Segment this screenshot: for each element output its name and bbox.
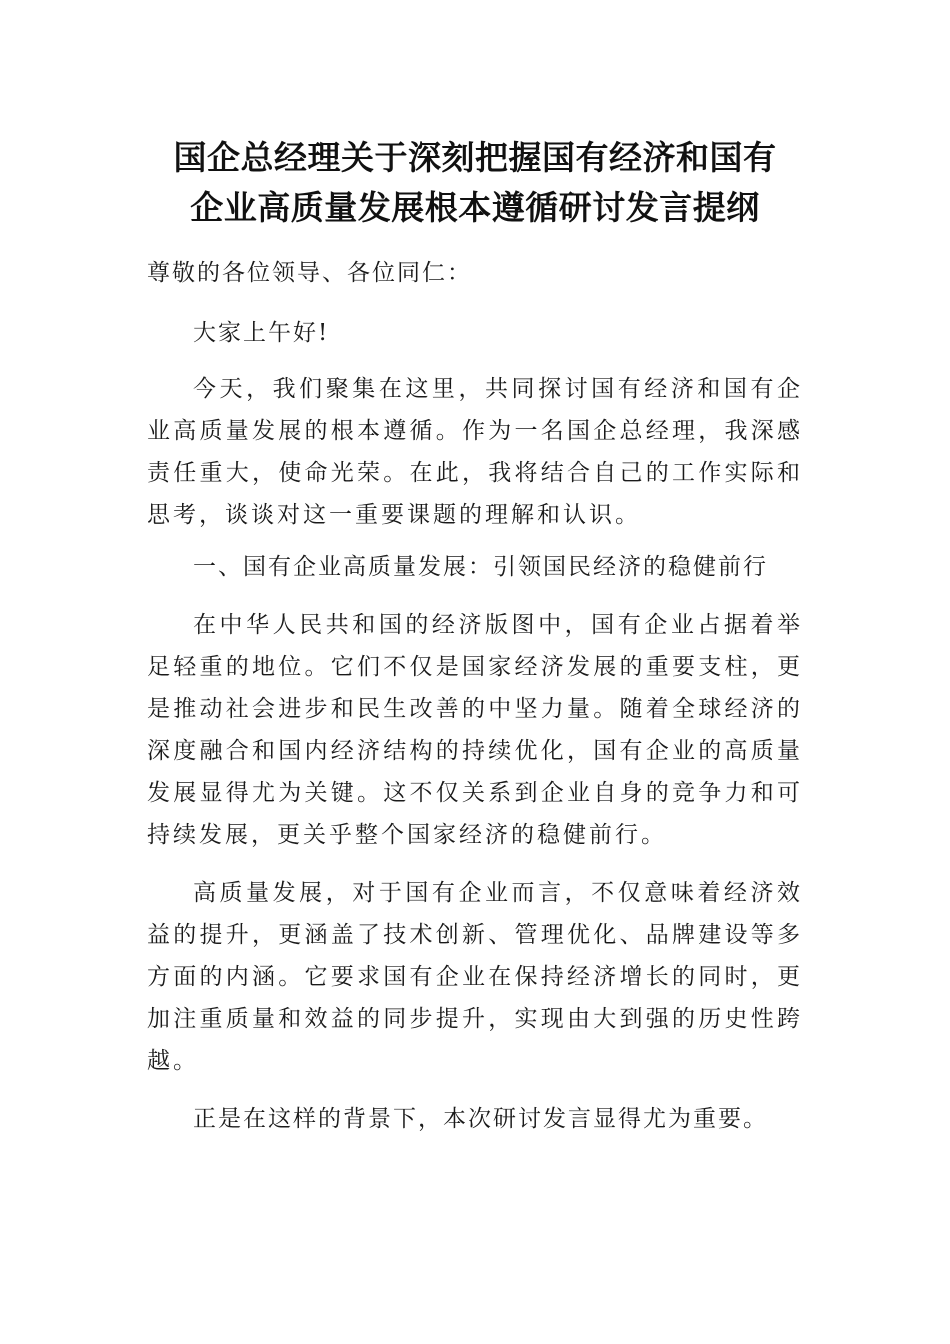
body-paragraph-1: 在中华人民共和国的经济版图中，国有企业占据着举足轻重的地位。它们不仅是国家经济发展的重要支柱，更是推动社会进步和民生改善的中坚力量。随着全球经济的深度融合和国内经济结构的持续优化，国有企业的高质量发展显得尤为关键。这不仅关系到企业自身的竞争力和可持续发展，更关乎整个国家经济的稳健前行。 [147,612,803,848]
closing-paragraph: 正是在这样的背景下，本次研讨发言显得尤为重要。 [193,1106,768,1132]
title-line-1: 国企总经理关于深刻把握国有经济和国有 [173,138,777,177]
body-paragraph-2: 高质量发展，对于国有企业而言，不仅意味着经济效益的提升，更涵盖了技术创新、管理优化、品牌建设等多方面的内涵。它要求国有企业在保持经济增长的同时，更加注重质量和效益的同步提升，实现由大到强的历史性跨越。 [147,880,803,1074]
document-title [120,133,830,233]
intro-paragraph: 今天，我们聚集在这里，共同探讨国有经济和国有企业高质量发展的根本遵循。作为一名国企总经理，我深感责任重大，使命光荣。在此，我将结合自己的工作实际和思考，谈谈对这一重要课题的理解和认识。 [147,376,803,528]
title-line-2: 企业高质量发展根本遵循研讨发言提纲 [190,188,760,227]
document-body [147,252,803,1140]
section-heading: 一、国有企业高质量发展：引领国民经济的稳健前行 [193,554,768,580]
salutation: 尊敬的各位领导、各位同仁： [147,260,472,286]
greeting: 大家上午好! [193,320,330,346]
